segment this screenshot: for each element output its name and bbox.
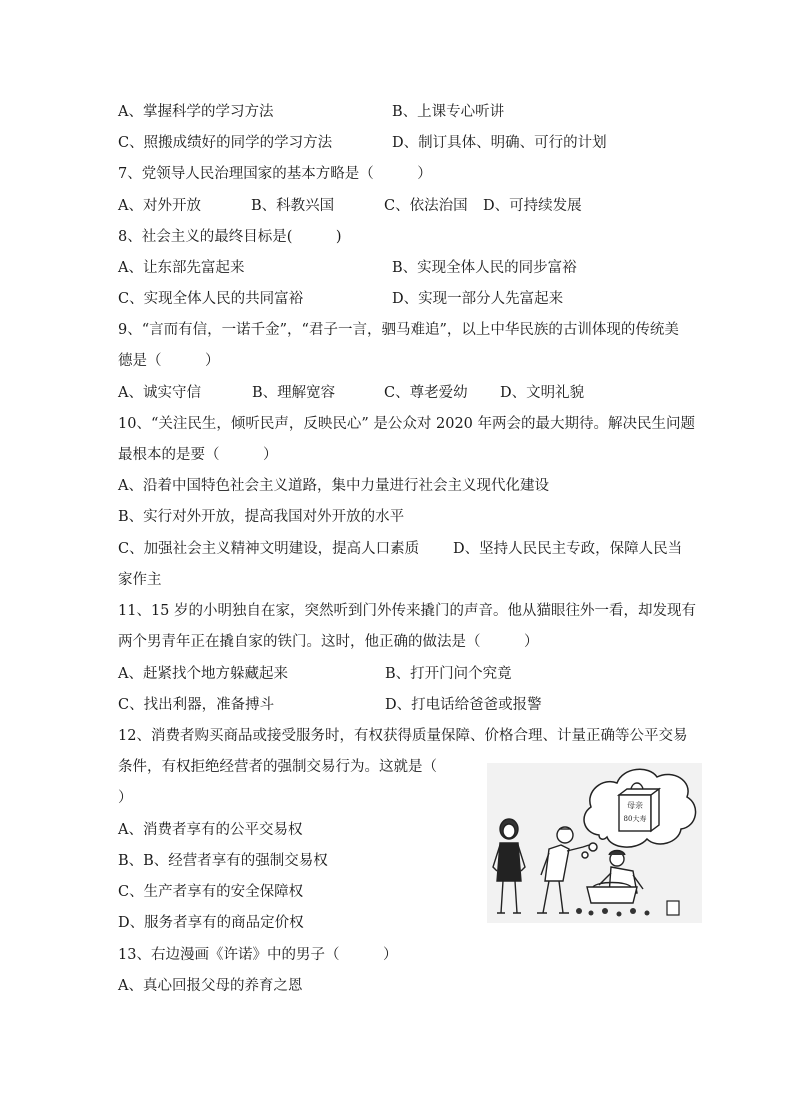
q11-option-d: D、打电话给爸爸或报警 (385, 697, 542, 713)
q8-option-d: D、实现一部分人先富起来 (392, 291, 564, 307)
q13-option-a: A、真心回报父母的养育之恩 (118, 978, 303, 994)
q7-option-d: D、可持续发展 (483, 198, 582, 214)
q9-stem-line-2: 德是（ ） (118, 353, 220, 369)
q6-option-d: D、制订具体、明确、可行的计划 (392, 135, 607, 151)
q7-option-a: A、对外开放 (118, 198, 201, 214)
q13-stem: 13、右边漫画《许诺》中的男子（ ） (118, 947, 398, 963)
box-label-line-2: 80大寿 (623, 815, 647, 823)
q9-option-c: C、尊老爱幼 (384, 385, 468, 401)
q11-stem-line-1: 11、15 岁的小明独自在家，突然听到门外传来撬门的声音。他从猫眼往外一看，却发现有 (118, 603, 697, 619)
q12-option-b: B、B、经营者享有的强制交易权 (118, 853, 328, 869)
q10-option-a: A、沿着中国特色社会主义道路，集中力量进行社会主义现代化建设 (118, 478, 549, 494)
q8-option-b: B、实现全体人民的同步富裕 (392, 260, 577, 276)
q12-stem-line-3: ） (118, 790, 133, 806)
q12-stem-line-1: 12、消费者购买商品或接受服务时，有权获得质量保障、价格合理、计量正确等公平交易 (118, 728, 688, 744)
q10-option-d-line-1: D、坚持人民民主专政，保障人民当 (453, 541, 683, 557)
q10-option-b: B、实行对外开放，提高我国对外开放的水平 (118, 509, 405, 525)
box-label-line-1: 母亲 (627, 801, 643, 810)
q6-option-b: B、上课专心听讲 (392, 104, 505, 120)
q12-option-d: D、服务者享有的商品定价权 (118, 915, 304, 931)
q8-stem: 8、社会主义的最终目标是( ) (118, 229, 342, 245)
q8-option-c: C、实现全体人民的共同富裕 (118, 291, 304, 307)
q7-option-c: C、依法治国 (384, 198, 468, 214)
q12-stem-line-2: 条件，有权拒绝经营者的强制交易行为。这就是（ (118, 759, 437, 775)
q10-stem-line-2: 最根本的是要（ ） (118, 447, 278, 463)
q10-option-c: C、加强社会主义精神文明建设，提高人口素质 (118, 541, 420, 557)
q12-option-c: C、生产者享有的安全保障权 (118, 884, 304, 900)
q6-option-c: C、照搬成绩好的同学的学习方法 (118, 135, 333, 151)
q11-option-c: C、找出利器，准备搏斗 (118, 697, 275, 713)
q11-option-b: B、打开门问个究竟 (385, 666, 512, 682)
q6-option-a: A、掌握科学的学习方法 (118, 104, 274, 120)
q10-stem-line-1: 10、“关注民生，倾听民声，反映民心” 是公众对 2020 年两会的最大期待。解决民生问题 (118, 416, 696, 432)
q10-option-d-line-2: 家作主 (118, 572, 162, 588)
q9-option-b: B、理解宽容 (252, 385, 336, 401)
q7-stem: 7、党领导人民治理国家的基本方略是（ ） (118, 166, 432, 182)
q11-stem-line-2: 两个男青年正在撬自家的铁门。这时，他正确的做法是（ ） (118, 634, 539, 650)
q9-stem-line-1: 9、“言而有信，一诺千金”，“君子一言，驷马难追”，以上中华民族的古训体现的传统美 (118, 322, 679, 338)
q7-option-b: B、科教兴国 (251, 198, 335, 214)
q12-option-a: A、消费者享有的公平交易权 (118, 822, 303, 838)
q9-option-a: A、诚实守信 (118, 385, 201, 401)
cartoon-promise-illustration (487, 763, 702, 923)
q11-option-a: A、赶紧找个地方躲藏起来 (118, 666, 288, 682)
q8-option-a: A、让东部先富起来 (118, 260, 245, 276)
q9-option-d: D、文明礼貌 (500, 385, 585, 401)
